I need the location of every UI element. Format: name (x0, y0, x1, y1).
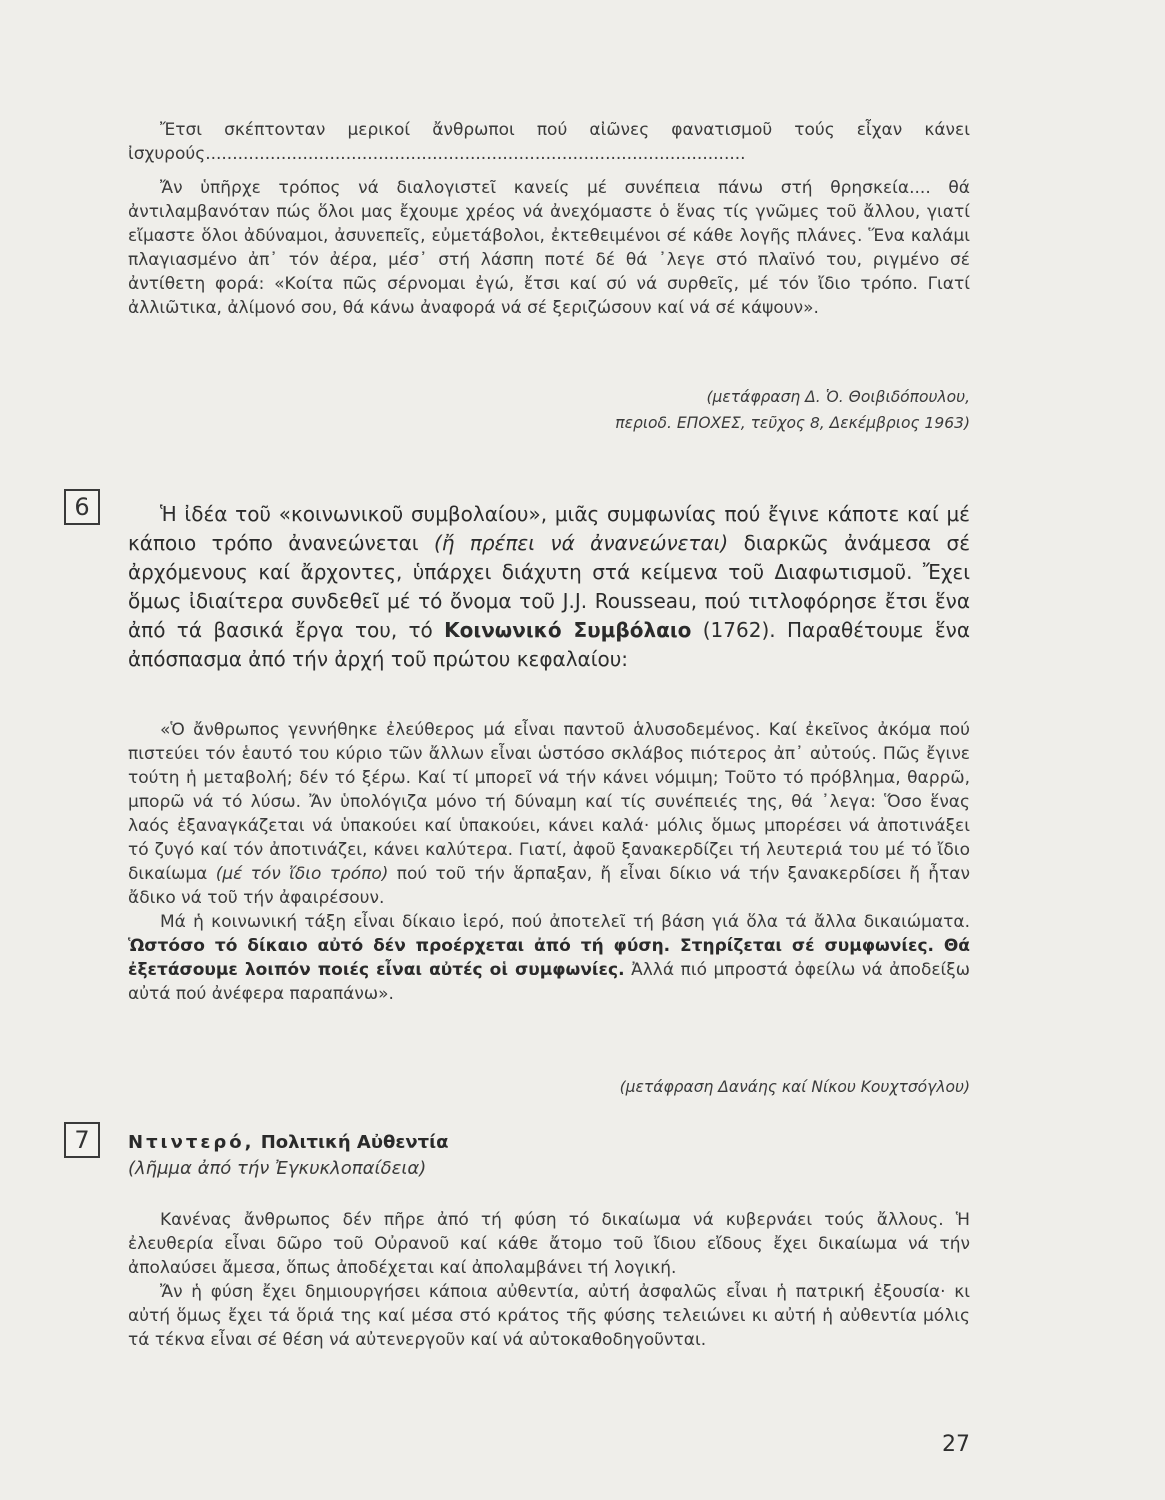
author-name: Ντιντερό, (128, 1132, 255, 1153)
entry-title: Πολιτική Αὐθεντία (260, 1132, 449, 1153)
intro-credit (128, 384, 970, 436)
section-7-heading (128, 1130, 970, 1182)
diderot-paragraph-2: Ἄν ἡ φύση ἔχει δημιουργήσει κάποια αὐθεντία, αὐτή ἀσφαλῶς εἶναι ἡ πατρική ἐξουσία· κι αὐτή ὅμως ἔχει τά ὅριά της καί μέσα στό κράτος τῆς φύσης τελειώνει κι αὐτή ἡ αὐθεντία μόλις τά τέκνα εἶναι σέ θέση νά αὐτενεργοῦν καί νά αὐτοκαθοδηγοῦνται. (128, 1282, 970, 1350)
diderot-heading (128, 1130, 970, 1156)
quote2-text-2: Ἀλλά πιό μπροστά ὀφείλω νά ἀποδείξω αὐτά πού ἀνέφερα παραπάνω». (128, 960, 971, 1004)
quote-paragraph-1 (128, 718, 970, 910)
translation-credit-line-1: (μετάφραση Δ. Ὁ. Θοιβιδόπουλου, (706, 388, 970, 406)
section-number-7: 7 (64, 1122, 100, 1158)
lead-text-3: (1762). Παραθέτουμε ἕνα ἀπόσπασμα ἀπό τήν ἀρχή τοῦ πρώτου κεφαλαίου: (128, 618, 971, 671)
lead-text-1: Ἡ ἰδέα τοῦ «κοινωνικοῦ συμβολαίου», μιᾶς συμφωνίας πού ἔγινε κάποτε καί μέ κάποιο τρόπο ἀνανεώνεται (128, 502, 970, 555)
diderot-text (128, 1208, 970, 1352)
rousseau-translation-credit: (μετάφραση Δανάης καί Νίκου Κουχτσόγλου) (619, 1078, 970, 1096)
quote2-text-1: Μά ἡ κοινωνική τάξη εἶναι δίκαιο ἱερό, πού ἀποτελεῖ τή βάση γιά ὅλα τά ἄλλα δικαιώματα. (160, 912, 970, 932)
translation-credit-line-2: περιοδ. ΕΠΟΧΕΣ, τεῦχος 8, Δεκέμβριος 1963) (615, 414, 970, 432)
quote-paragraph-2 (128, 910, 970, 1006)
section-number-6: 6 (64, 489, 100, 525)
quote2-bold: Ὡστόσο τό δίκαιο αὐτό δέν προέρχεται ἀπό τή φύση. Στηρίζεται σέ συμφωνίες. Θά ἐξετάσουμε λοιπόν ποιές εἶναι αὐτές οἱ συμφωνίες. (128, 936, 970, 980)
intro-paragraph-2: Ἄν ὑπῆρχε τρόπος νά διαλογιστεῖ κανείς μέ συνέπεια πάνω στή θρησκεία.... θά ἀντιλαμβανόταν πώς ὅλοι μας ἔχουμε χρέος νά ἀνεχόμαστε ὁ ἕνας τίς γνῶμες τοῦ ἄλλου, γιατί εἴμαστε ὅλοι ἀδύναμοι, ἀσυνεπεῖς, εὐμετάβολοι, ἐκτεθειμένοι σέ κάθε λογῆς πλάνες. Ἕνα καλάμι πλαγιασμένο ἀπ᾽ τόν ἀέρα, μέσ᾽ στή λάσπη ποτέ δέ θά ᾽λεγε στό πλαϊνό του, ριγμένο σέ ἀντίθετη φορά: «Κοίτα πῶς σέρνομαι ἐγώ, ἔτσι καί σύ νά συρθεῖς, μέ τόν ἴδιο τρόπο. Γιατί ἀλλιῶτικα, ἀλίμονό σου, θά κάνω ἀναφορά νά σέ ξεριζώσουν καί νά σέ κάψουν». (128, 178, 970, 318)
intro-paragraph-1: Ἔτσι σκέπτονταν μερικοί ἄνθρωποι πού αἰῶνες φανατισμοῦ τούς εἶχαν κάνει ἰσχυρούς.................................................................................................... (128, 120, 970, 164)
book-title: Κοινωνικό Συμβόλαιο (444, 618, 692, 642)
encyclopedia-subheading: (λῆμμα ἀπό τήν Ἐγκυκλοπαίδεια) (128, 1158, 427, 1179)
intro-passage (128, 118, 970, 320)
quote-text-1: «Ὁ ἄνθρωπος γεννήθηκε ἐλεύθερος μά εἶναι παντοῦ ἁλυσοδεμένος. Καί ἐκεῖνος ἀκόμα πού πιστεύει τόν ἑαυτό του κύριο τῶν ἄλλων εἶναι ὡστόσο σκλάβος πιότερος ἀπ᾽ αὐτούς. Πῶς ἔγινε τούτη ἡ μεταβολή; δέν τό ξέρω. Καί τί μπορεῖ νά τήν κάνει νόμιμη; Τοῦτο τό πρόβλημα, θαρρῶ, μπορῶ νά τό λύσω. Ἄν ὑπολόγιζα μόνο τή δύναμη καί τίς συνέπειές της, θά ᾽λεγα: Ὅσο ἕνας λαός ἐξαναγκάζεται νά ὑπακούει καί ὑπακούει, κάνει καλά· μόλις ὅμως μπορέσει νά ἀποτινάξει τό ζυγό καί τόν ἀποτινάζει, κάνει καλύτερα. Γιατί, ἀφοῦ ξανακερδίζει τή λευτεριά του μέ τό ἴδιο δικαίωμα (128, 720, 970, 884)
section-6-lead-paragraph (128, 500, 970, 674)
quote-italic: (μέ τόν ἴδιο τρόπο) (215, 864, 389, 884)
section-6-lead (128, 500, 970, 674)
quote-text-2: πού τοῦ τήν ἅρπαξαν, ἤ εἶναι δίκιο νά τήν ξανακερδίσει ἤ ἦταν ἄδικο νά τοῦ τήν ἀφαιρέσουν. (128, 864, 971, 908)
section-6-credit (128, 1074, 970, 1100)
lead-text-2: διαρκῶς ἀνάμεσα σέ ἀρχόμενους καί ἄρχοντες, ὑπάρχει διάχυτη στά κείμενα τοῦ Διαφωτισμοῦ. Ἔχει ὅμως ἰδιαίτερα συνδεθεῖ μέ τό ὄνομα τοῦ J.J. Rousseau, πού τιτλοφόρησε ἔτσι ἕνα ἀπό τά βασικά ἔργα του, τό (128, 531, 971, 642)
diderot-paragraph-1: Κανένας ἄνθρωπος δέν πῆρε ἀπό τή φύση τό δικαίωμα νά κυβερνάει τούς ἄλλους. Ἡ ἐλευθερία εἶναι δῶρο τοῦ Οὐρανοῦ καί κάθε ἄτομο τοῦ ἴδιου εἴδους ἔχει δικαίωμα νά τήν ἀπολαύσει ἄμεσα, ὅπως ἀποδέχεται καί ἀπολαμβάνει τή λογική. (128, 1210, 970, 1278)
rousseau-quote (128, 718, 970, 1006)
page-number: 27 (942, 1432, 970, 1457)
lead-italic: (ἤ πρέπει νά ἀνανεώνεται) (433, 531, 729, 555)
